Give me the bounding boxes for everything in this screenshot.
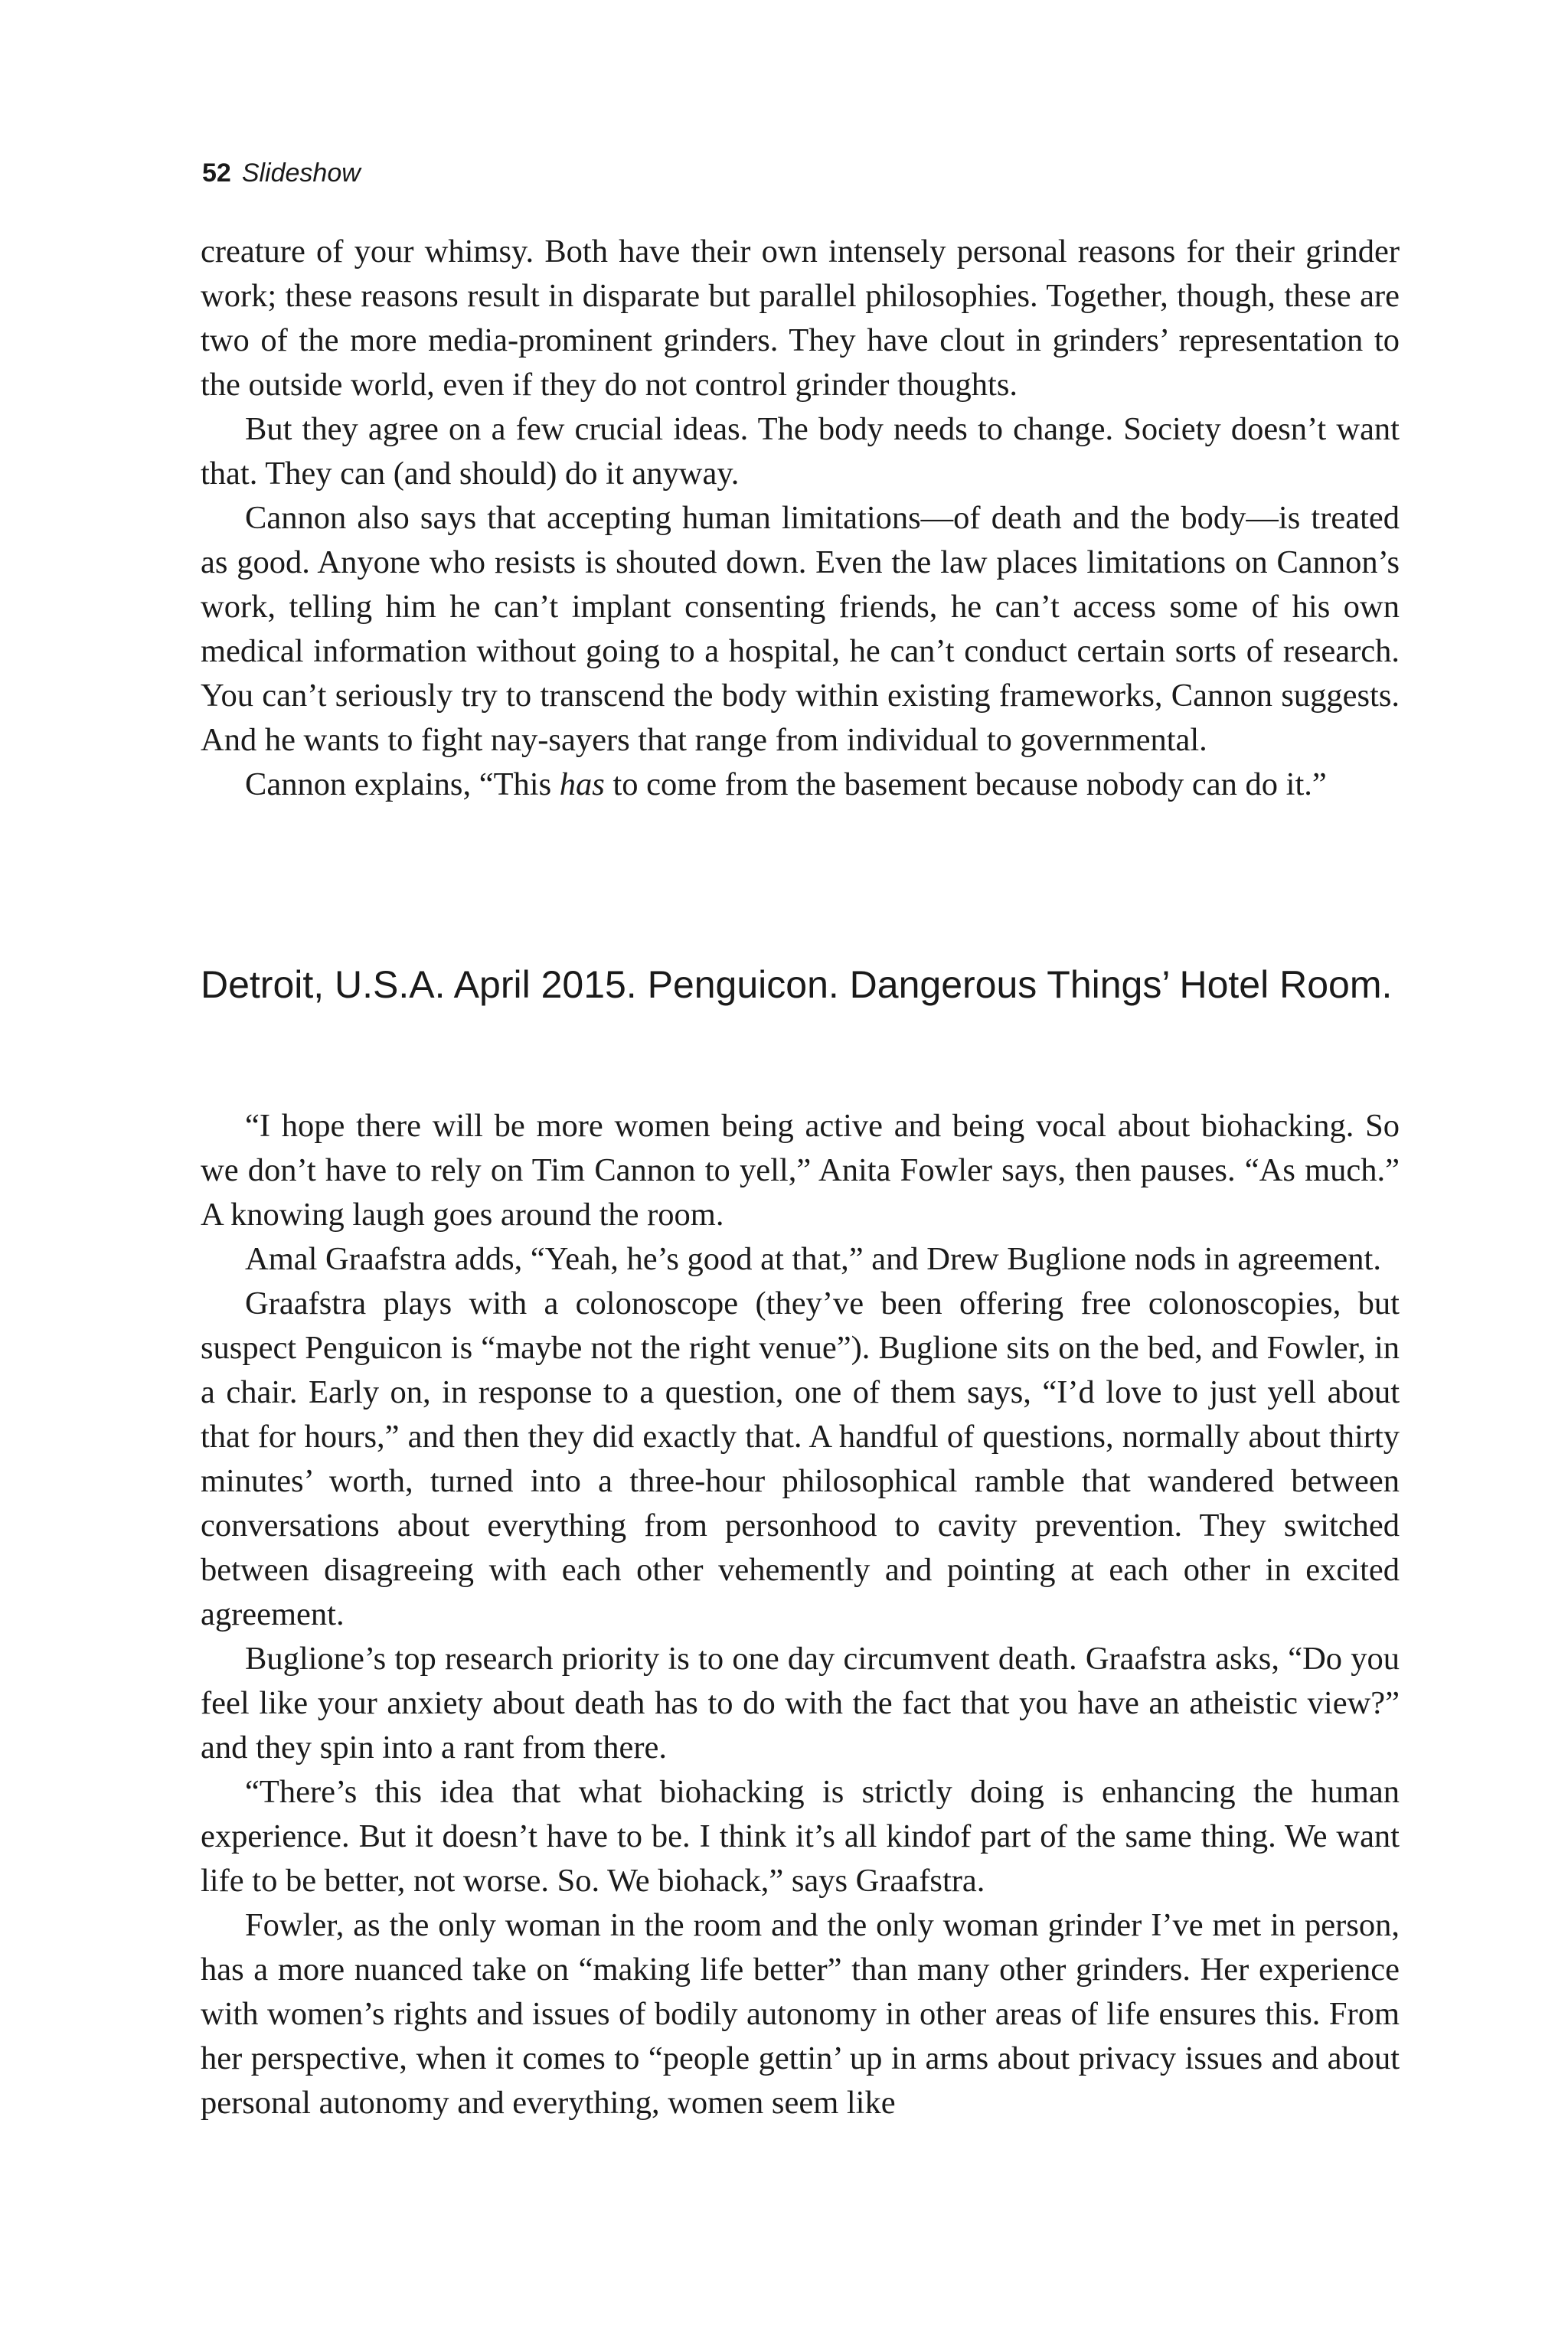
emphasis-text: has — [559, 766, 605, 802]
section-heading: Detroit, U.S.A. April 2015. Penguicon. Dangerous Things’ Hotel Room. — [201, 963, 1393, 1006]
book-title: Slideshow — [241, 158, 361, 188]
paragraph: “There’s this idea that what biohacking is strictly doing is enhancing the human experience. But it doesn’t have to be. I think it’s all kindof part of the same thing. We want life to be better, not worse. So. We biohack,” says Graafstra. — [201, 1774, 1400, 1899]
running-head — [202, 158, 361, 188]
page-number: 52 — [202, 158, 231, 188]
paragraph: Graafstra plays with a colonoscope (they’ve been offering free colonoscopies, but suspect Penguicon is “maybe not the right venue”). Buglione sits on the bed, and Fowler, in a chair. Early on, in response to a question, one of them says, “I’d love to just yell about that for hours,” and then they did exactly that. A handful of questions, normally about thirty minutes’ worth, turned into a three-hour philosophical ramble that wandered between conversations about everything from personhood to cavity prevention. They switched between disagreeing with each other vehemently and pointing at each other in excited agreement. — [201, 1285, 1400, 1632]
paragraph-cannon-quote — [201, 763, 1400, 807]
quote-text: Cannon explains, “This — [245, 766, 560, 802]
paragraph: Buglione’s top research priority is to one day circumvent death. Graafstra asks, “Do you feel like your anxiety about death has to do with the fact that you have an atheistic view?” and they spin into a rant from there. — [201, 1641, 1400, 1766]
body-text-bottom — [201, 1104, 1400, 2125]
quote-text: to come from the basement because nobody can do it.” — [604, 766, 1327, 802]
paragraph: But they agree on a few crucial ideas. The body needs to change. Society doesn’t want that. They can (and should) do it anyway. — [201, 411, 1400, 492]
paragraph: Amal Graafstra adds, “Yeah, he’s good at that,” and Drew Buglione nods in agreement. — [245, 1241, 1381, 1277]
paragraph: Fowler, as the only woman in the room and the only woman grinder I’ve met in person, has a more nuanced take on “making life better” than many other grinders. Her experience with women’s rights and issues of bodily autonomy in other areas of life ensures this. From her perspective, when it comes to “people gettin’ up in arms about privacy issues and about personal autonomy and everything, women seem like — [201, 1907, 1400, 2121]
paragraph: creature of your whimsy. Both have their own intensely personal reasons for their grinder work; these reasons result in disparate but parallel philosophies. Together, though, these are two of the more media-prominent grinders. They have clout in grinders’ representation to the outside world, even if they do not control grinder thoughts. — [201, 234, 1400, 403]
paragraph: “I hope there will be more women being active and being vocal about biohacking. So we don’t have to rely on Tim Cannon to yell,” Anita Fowler says, then pauses. “As much.” A knowing laugh goes around the room. — [201, 1108, 1400, 1233]
body-text-top — [201, 230, 1400, 807]
paragraph: Cannon also says that accepting human limitations—of death and the body—is treated as good. Anyone who resists is shouted down. Even the law places limitations on Cannon’s work, telling him he can’t implant consenting friends, he can’t access some of his own medical information without going to a hospital, he can’t conduct certain sorts of research. You can’t seriously try to transcend the body within existing frameworks, Cannon suggests. And he wants to fight nay-sayers that range from individual to governmental. — [201, 500, 1400, 758]
